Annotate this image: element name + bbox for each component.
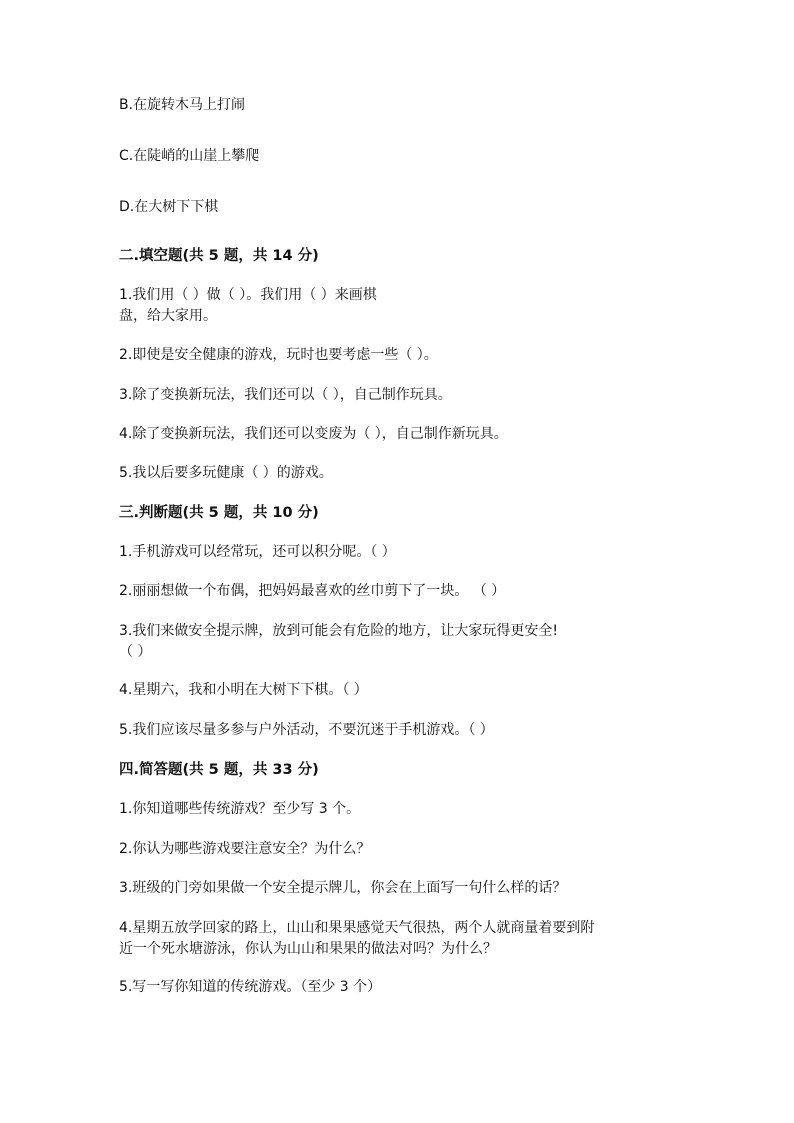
fill-question-2: 2.即使是安全健康的游戏，玩时也要考虑一些（ ）。 xyxy=(119,347,438,363)
fill-question-1-line-2: 盘，给大家用。 xyxy=(119,308,217,324)
option-d: D.在大树下下棋 xyxy=(119,199,219,215)
short-answer-question-5: 5.写一写你知道的传统游戏。（至少 3 个） xyxy=(119,979,382,995)
fill-question-1-line-1: 1.我们用（ ）做（ ）。我们用（ ）来画棋 xyxy=(119,287,377,303)
short-answer-question-4-line-2: 近一个死水塘游泳，你认为山山和果果的做法对吗？为什么？ xyxy=(119,941,497,957)
option-b: B.在旋转木马上打闹 xyxy=(119,97,246,113)
judgment-question-3-line-2: （ ） xyxy=(119,644,152,660)
fill-question-5: 5.我以后要多玩健康（ ）的游戏。 xyxy=(119,465,333,481)
section-judgment-title: 三.判断题(共 5 题，共 10 分) xyxy=(119,505,319,521)
short-answer-question-4-line-1: 4.星期五放学回家的路上，山山和果果感觉天气很热，两个人就商量着要到附 xyxy=(119,920,595,936)
short-answer-question-3: 3.班级的门旁如果做一个安全提示牌儿，你会在上面写一句什么样的话？ xyxy=(119,880,567,896)
judgment-question-1: 1.手机游戏可以经常玩，还可以积分呢。（ ） xyxy=(119,544,396,560)
option-c: C.在陡峭的山崖上攀爬 xyxy=(119,148,260,164)
judgment-question-4: 4.星期六，我和小明在大树下下棋。（ ） xyxy=(119,682,368,698)
fill-question-3: 3.除了变换新玩法，我们还可以（ ），自己制作玩具。 xyxy=(119,387,452,403)
section-fill-blank-title: 二.填空题(共 5 题，共 14 分) xyxy=(119,248,319,264)
fill-question-4: 4.除了变换新玩法，我们还可以变废为（ ），自己制作新玩具。 xyxy=(119,426,508,442)
judgment-question-5: 5.我们应该尽量多参与户外活动，不要沉迷于手机游戏。（ ） xyxy=(119,722,494,738)
short-answer-question-2: 2.你认为哪些游戏要注意安全？为什么？ xyxy=(119,841,371,857)
short-answer-question-1: 1.你知道哪些传统游戏？至少写 3 个。 xyxy=(119,801,361,817)
judgment-question-2: 2.丽丽想做一个布偶，把妈妈最喜欢的丝巾剪下了一块。 （ ） xyxy=(119,583,506,599)
judgment-question-3-line-1: 3.我们来做安全提示牌，放到可能会有危险的地方，让大家玩得更安全! xyxy=(119,623,558,639)
section-short-answer-title: 四.简答题(共 5 题，共 33 分) xyxy=(119,762,319,778)
